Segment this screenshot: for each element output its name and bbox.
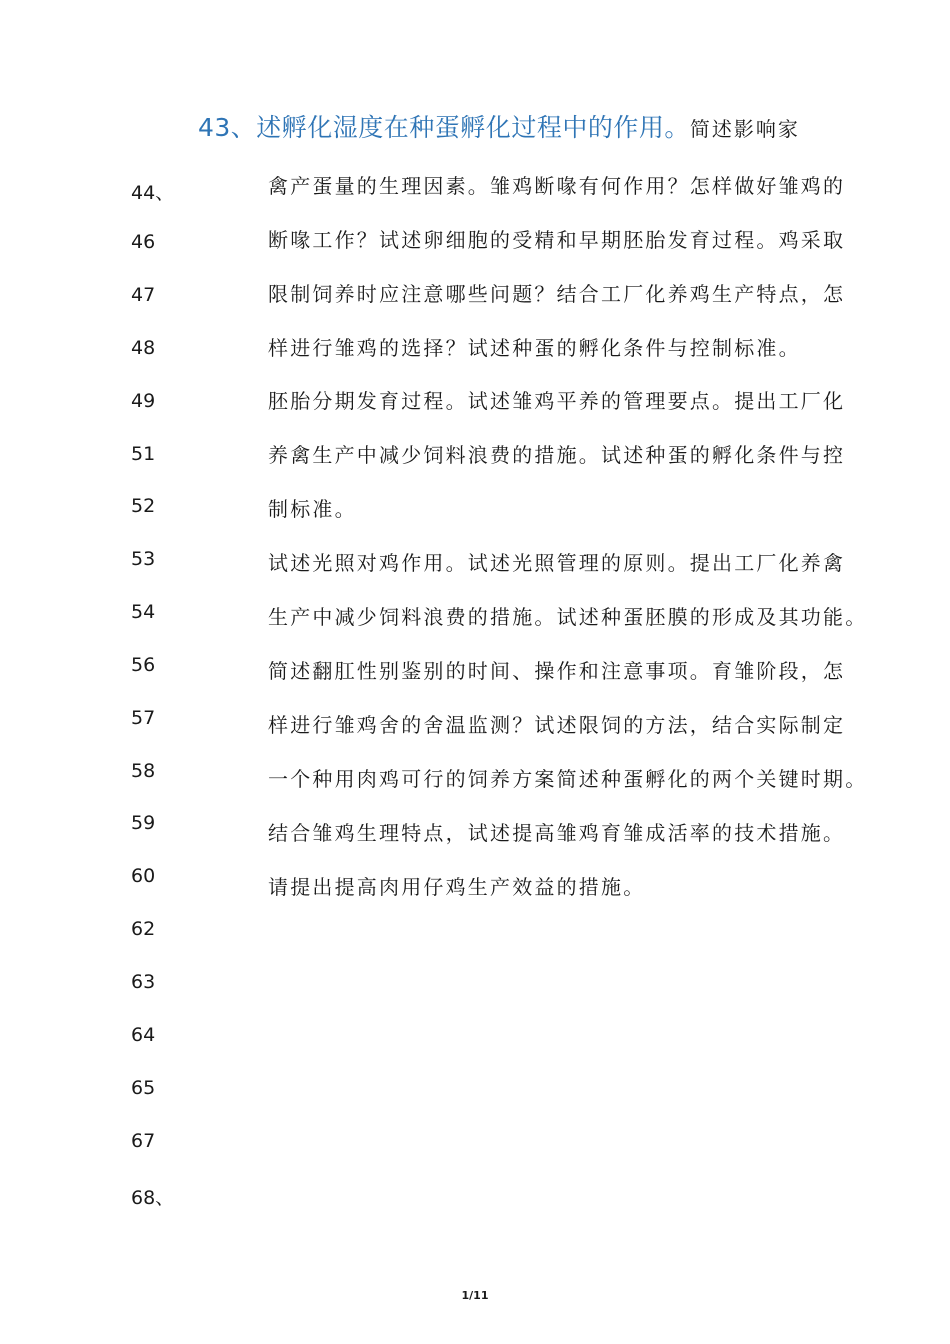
body-text-line: 限制饲养时应注意哪些问题？结合工厂化养鸡生产特点，怎 [268,282,846,306]
line-number: 64 [131,1024,156,1046]
body-text-line: 结合雏鸡生理特点，试述提高雏鸡育雏成活率的技术措施。 [268,821,846,845]
line-number: 58 [131,760,156,782]
body-text-line: 生产中减少饲料浪费的措施。试述种蛋胚膜的形成及其功能。 [268,605,868,629]
line-number: 68、 [131,1187,175,1209]
body-text-line: 一个种用肉鸡可行的饲养方案简述种蛋孵化的两个关键时期。 [268,767,868,791]
body-text-line: 断喙工作？试述卵细胞的受精和早期胚胎发育过程。鸡采取 [268,228,846,252]
body-text-line: 简述翻肛性别鉴别的时间、操作和注意事项。育雏阶段，怎 [268,659,846,683]
line-number: 49 [131,390,156,412]
body-text-line: 请提出提高肉用仔鸡生产效益的措施。 [268,875,646,899]
body-text-line: 样进行雏鸡的选择？试述种蛋的孵化条件与控制标准。 [268,336,801,360]
heading-blue-text: 43、述孵化湿度在种蛋孵化过程中的作用。 [198,113,690,142]
line-number: 57 [131,707,156,729]
line-number: 52 [131,495,156,517]
page-number: 1/11 [461,1289,489,1302]
line-number: 63 [131,971,156,993]
body-text-line: 制标准。 [268,497,357,521]
line-number: 65 [131,1077,156,1099]
line-number: 48 [131,337,156,359]
body-text-line: 试述光照对鸡作用。试述光照管理的原则。提出工厂化养禽 [268,551,846,575]
question-heading [198,108,800,144]
line-number: 54 [131,601,156,623]
line-number: 59 [131,812,156,834]
body-text-line: 养禽生产中减少饲料浪费的措施。试述种蛋的孵化条件与控 [268,443,846,467]
body-text-line: 胚胎分期发育过程。试述雏鸡平养的管理要点。提出工厂化 [268,389,846,413]
line-number: 46 [131,231,156,253]
line-number: 51 [131,443,156,465]
line-number: 56 [131,654,156,676]
line-number: 62 [131,918,156,940]
line-number: 53 [131,548,156,570]
heading-tail-text: 简述影响家 [689,117,800,141]
line-number: 47 [131,284,156,306]
line-number: 67 [131,1130,156,1152]
line-number: 60 [131,865,156,887]
body-text-line: 禽产蛋量的生理因素。雏鸡断喙有何作用？怎样做好雏鸡的 [268,174,846,198]
body-text-line: 样进行雏鸡舍的舍温监测？试述限饲的方法，结合实际制定 [268,713,846,737]
line-number: 44、 [131,182,175,204]
